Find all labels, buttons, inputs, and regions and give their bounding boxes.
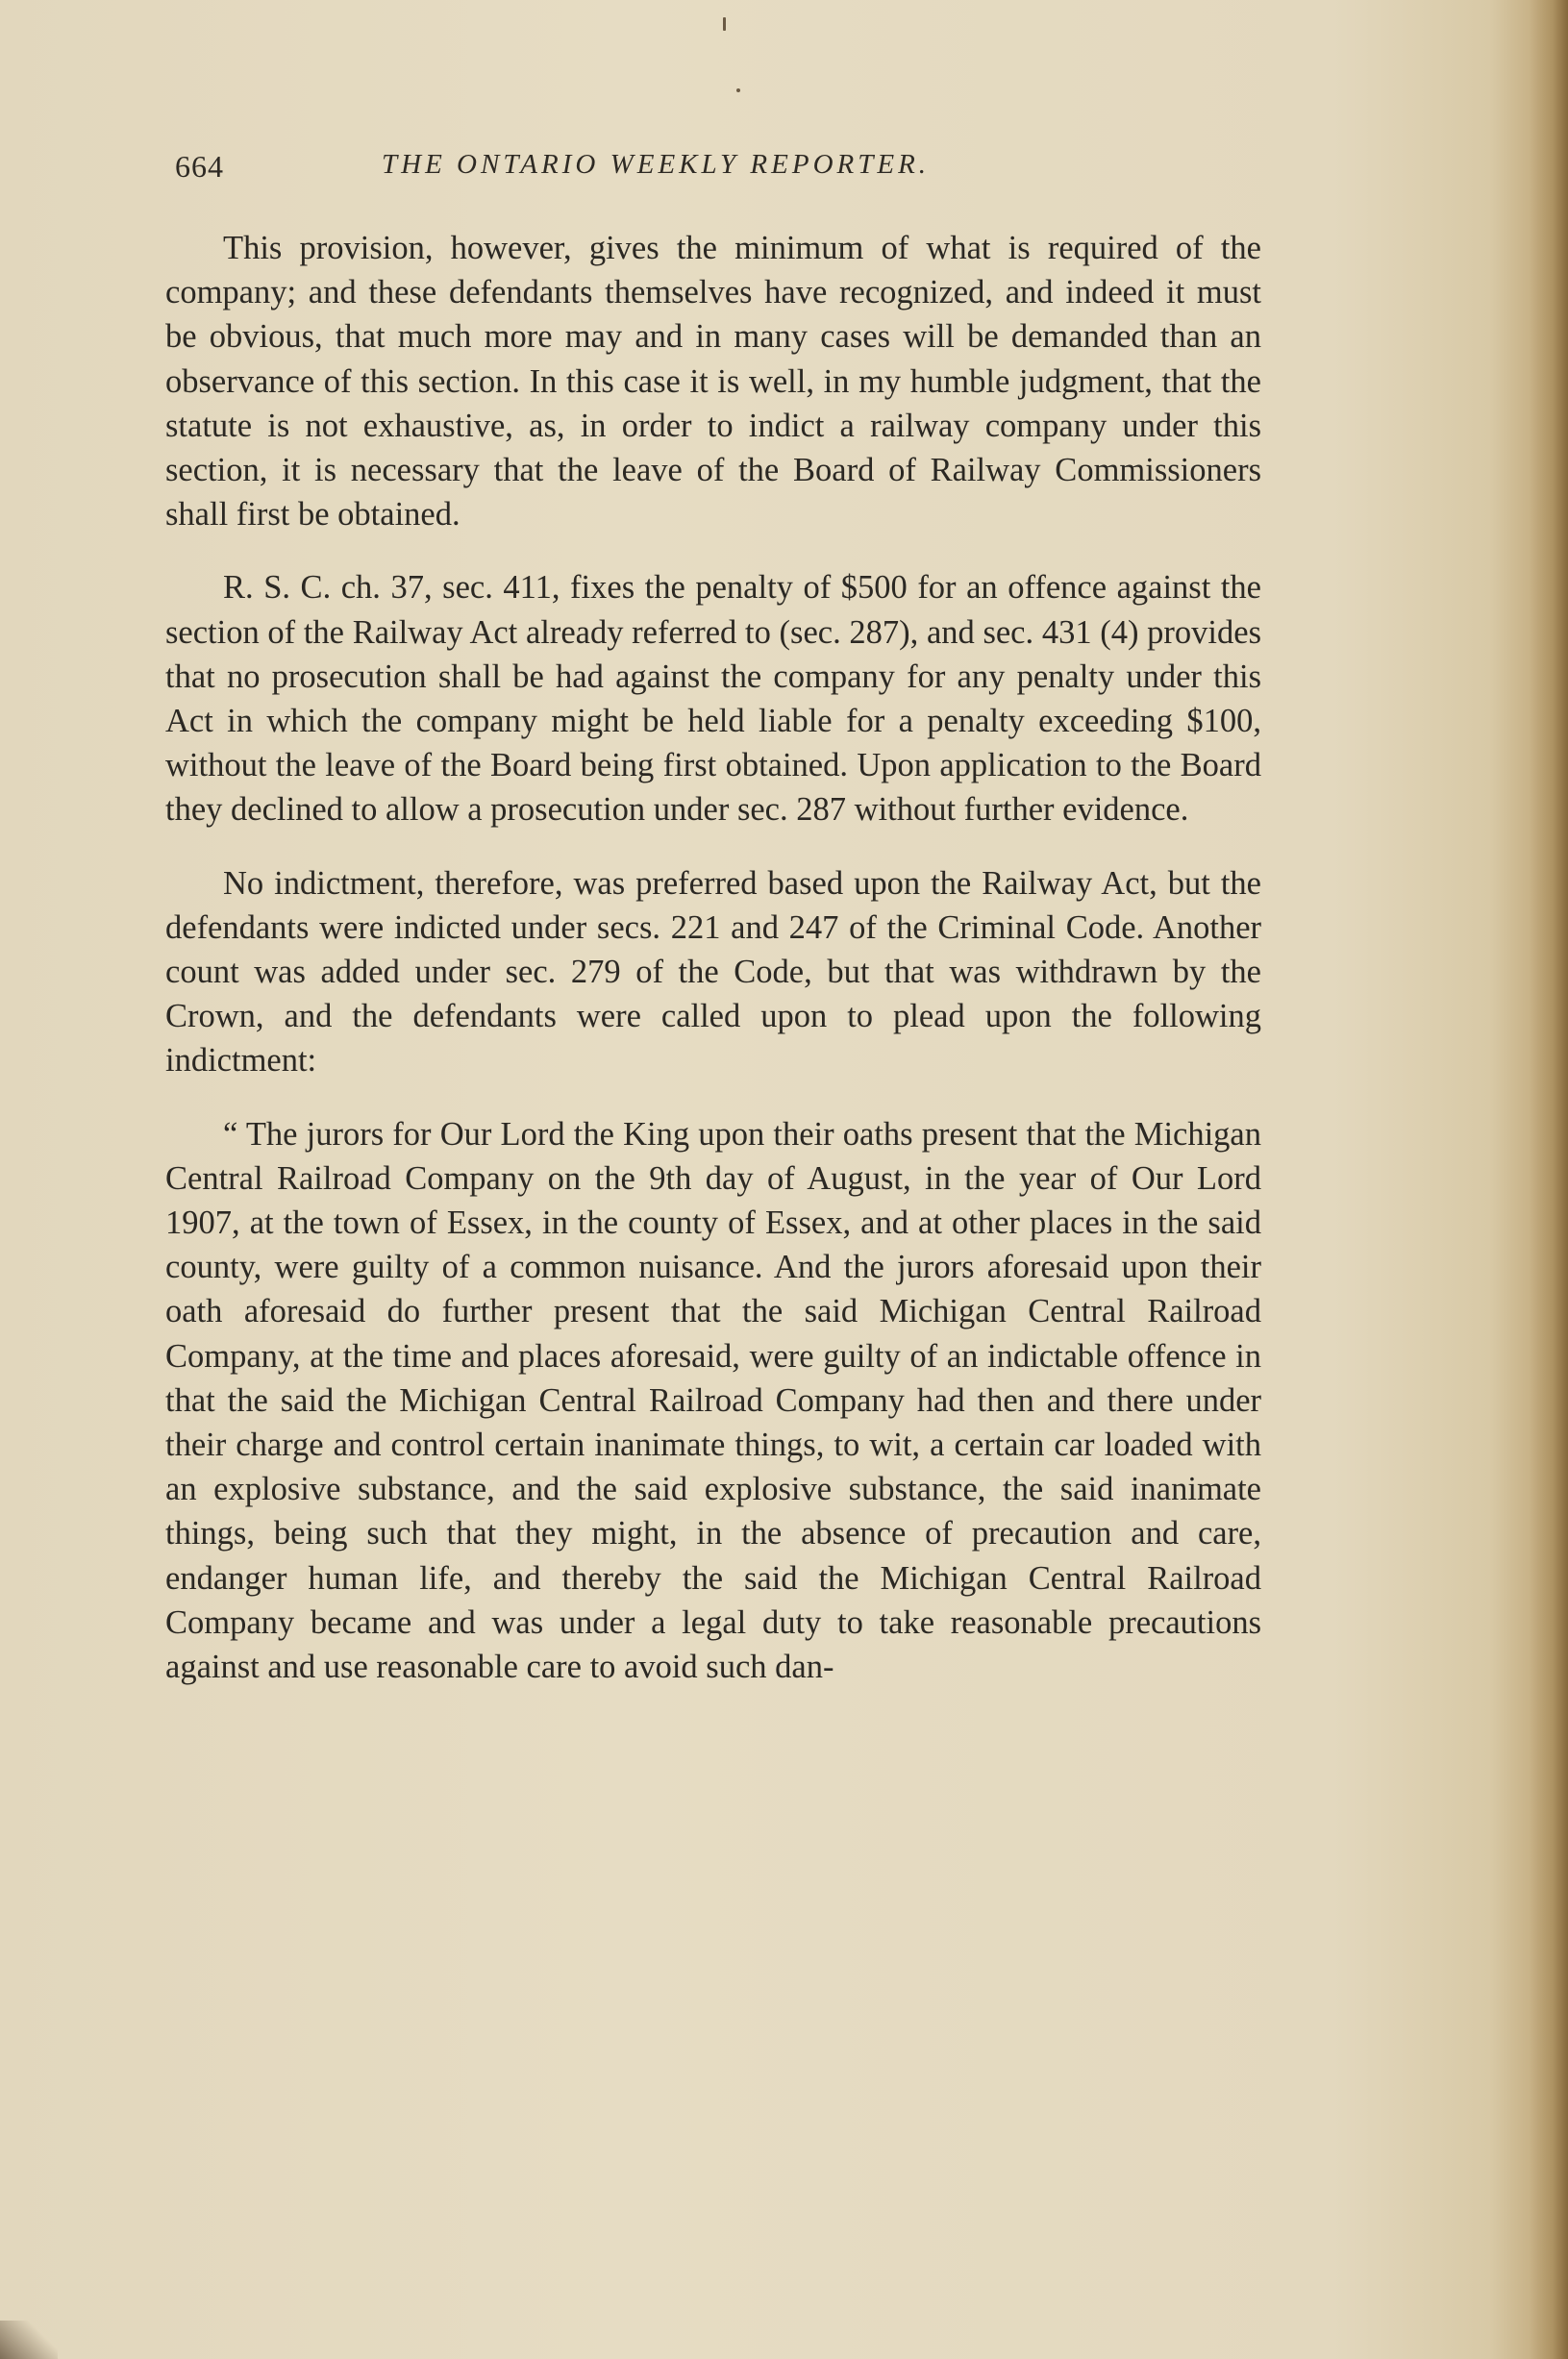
page-corner-shadow <box>0 2321 58 2359</box>
paragraph: R. S. C. ch. 37, sec. 411, fixes the penalty of $500 for an offence against the section of the Railway Act already referred to (sec. 287), and sec. 431 (4) provides that no prosecution shall be had against the company for any penalty under this Act in which the company might be held liable for a penalty exceeding $100, without the leave of the Board being first obtained. Upon application to the Board they declined to allow a prosecution under sec. 287 without further evidence. <box>165 569 1261 829</box>
paragraph: This provision, however, gives the minimum of what is required of the company; and these defendants themselves have recognized, and indeed it must be obvious, that much more may and in many cases will be demanded than an observance of this section. In this case it is well, in my humble judgment, that the statute is not exhaustive, as, in order to indict a railway company under this section, it is necessary that the leave of the Board of Railway Commissioners shall first be obtained. <box>165 230 1261 534</box>
paragraph: “ The jurors for Our Lord the King upon their oaths present that the Michigan Central Railroad Company on the 9th day of August, in the year of Our Lord 1907, at the town of Essex, in the county of Essex, and at other places in the said county, were guilty of a common nuisance. And the jurors aforesaid upon their oath aforesaid do further present that the said Michigan Central Railroad Company, at the time and places aforesaid, were guilty of an indictable offence in that the said the Michigan Central Railroad Company had then and there under their charge and control certain inanimate things, to wit, a certain car loaded with an explosive substance, and the said explosive substance, the said inanimate things, being such that they might, in the absence of precaution and care, endanger human life, and thereby the said the Michigan Central Railroad Company became and was under a legal duty to take reasonable precautions against and use reasonable care to avoid such dan- <box>165 1115 1261 1686</box>
paragraph: No indictment, therefore, was preferred based upon the Railway Act, but the defendants were indicted under secs. 221 and 247 of the Criminal Code. Another count was added under sec. 279 of the Code, but that was withdrawn by the Crown, and the defendants were called upon to plead upon the following indictment: <box>165 864 1261 1080</box>
ink-speck <box>736 88 740 92</box>
running-head: THE ONTARIO WEEKLY REPORTER. <box>382 149 931 180</box>
body-text <box>165 226 1261 1718</box>
page-number: 664 <box>175 149 224 184</box>
ink-speck <box>723 17 726 31</box>
page-header <box>175 149 1257 197</box>
page-edge-shadow <box>1530 0 1568 2359</box>
